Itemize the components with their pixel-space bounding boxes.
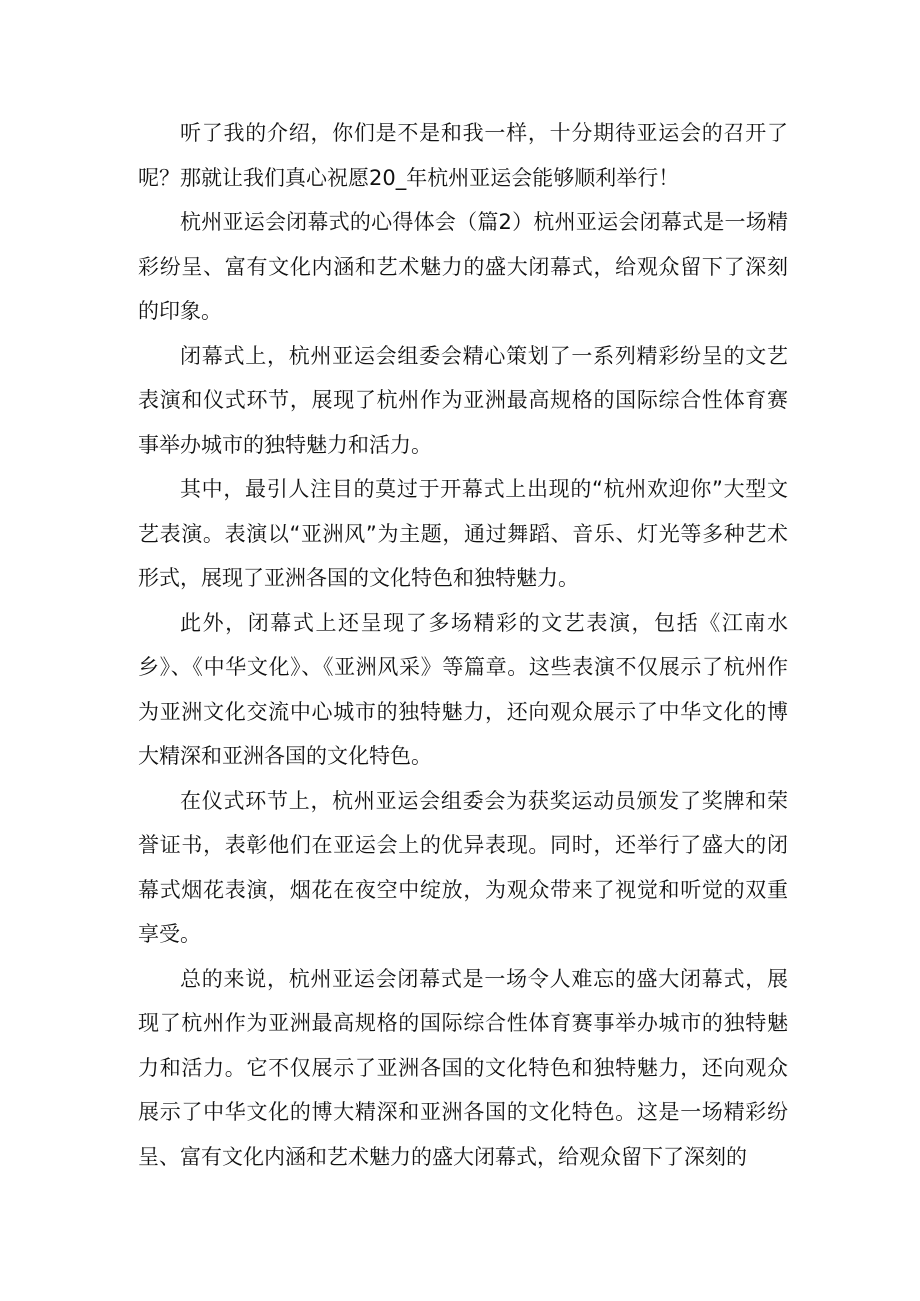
paragraph-6: 在仪式环节上，杭州亚运会组委会为获奖运动员颁发了奖牌和荣誉证书，表彰他们在亚运会上的优异表现。同时，还举行了盛大的闭幕式烟花表演，烟花在夜空中绽放，为观众带来了视觉和听觉的双重享受。	[138, 788, 788, 946]
paragraph-2: 杭州亚运会闭幕式的心得体会（篇2）杭州亚运会闭幕式是一场精彩纷呈、富有文化内涵和艺术魅力的盛大闭幕式，给观众留下了深刻的印象。	[138, 210, 788, 323]
paragraph-3: 闭幕式上，杭州亚运会组委会精心策划了一系列精彩纷呈的文艺表演和仪式环节，展现了杭州作为亚洲最高规格的国际综合性体育赛事举办城市的独特魅力和活力。	[138, 343, 788, 457]
paragraph-1: 听了我的介绍，你们是不是和我一样，十分期待亚运会的召开了呢？那就让我们真心祝愿20_年杭州亚运会能够顺利举行！	[138, 121, 788, 190]
document-body	[138, 111, 788, 1179]
paragraph-5: 此外，闭幕式上还呈现了多场精彩的文艺表演，包括《江南水乡》、《中华文化》、《亚洲风采》等篇章。这些表演不仅展示了杭州作为亚洲文化交流中心城市的独特魅力，还向观众展示了中华文化的博大精深和亚洲各国的文化特色。	[138, 610, 788, 768]
paragraph-7: 总的来说，杭州亚运会闭幕式是一场令人难忘的盛大闭幕式，展现了杭州作为亚洲最高规格的国际综合性体育赛事举办城市的独特魅力和活力。它不仅展示了亚洲各国的文化特色和独特魅力，还向观众展示了中华文化的博大精深和亚洲各国的文化特色。这是一场精彩纷呈、富有文化内涵和艺术魅力的盛大闭幕式，给观众留下了深刻的	[138, 966, 788, 1169]
paragraph-4: 其中，最引人注目的莫过于开幕式上出现的“杭州欢迎你”大型文艺表演。表演以“亚洲风”为主题，通过舞蹈、音乐、灯光等多种艺术形式，展现了亚洲各国的文化特色和独特魅力。	[138, 477, 788, 590]
